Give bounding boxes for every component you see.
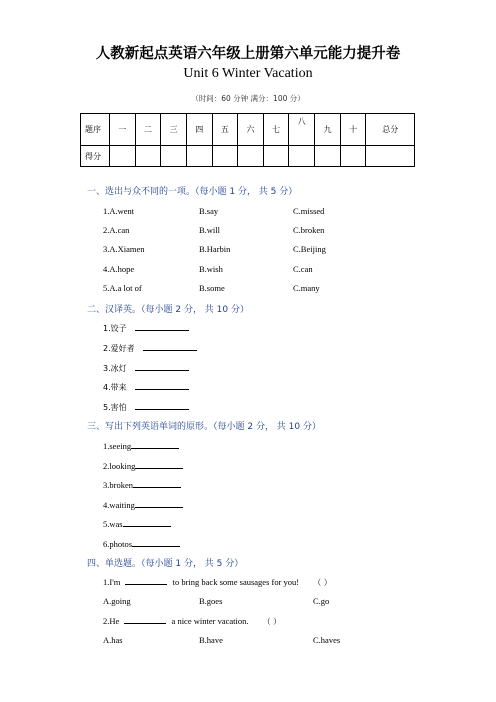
item-label: 1.seeing	[103, 441, 132, 451]
item-label: 5.害怕	[103, 403, 127, 412]
score-cell: 七	[263, 114, 289, 146]
option-c: C.many	[293, 283, 320, 293]
answer-blank[interactable]	[123, 517, 171, 527]
option-c: C.missed	[293, 206, 325, 216]
score-cell: 六	[238, 114, 264, 146]
score-input-cell[interactable]	[135, 146, 161, 167]
answer-blank[interactable]	[135, 498, 183, 508]
time-info: （时间：60 分钟 满分：100 分）	[191, 94, 305, 103]
score-cell: 九	[315, 114, 341, 146]
option-a: 3.A.Xiamen	[103, 244, 145, 254]
option-b: B.say	[199, 206, 219, 216]
stem-before: 1.I'm	[103, 577, 121, 587]
answer-blank[interactable]	[131, 439, 179, 449]
word-item	[103, 439, 179, 451]
answer-blank[interactable]	[135, 321, 189, 331]
option-b: B.will	[199, 225, 221, 235]
option-c: C.go	[313, 596, 330, 606]
score-input-cell[interactable]	[212, 146, 238, 167]
option-c: C.broken	[293, 225, 325, 235]
translate-item	[103, 341, 197, 353]
answer-blank[interactable]	[135, 400, 189, 410]
section-2-heading: 二、汉译英。（每小题 2 分， 共 10 分）	[87, 305, 249, 315]
word-item	[103, 537, 180, 549]
option-b: B.have	[199, 635, 223, 645]
answer-blank[interactable]	[143, 341, 197, 351]
score-cell: 二	[135, 114, 161, 146]
page-title: 人教新起点英语六年级上册第六单元能力提升卷	[95, 46, 401, 62]
answer-parentheses[interactable]: （ ）	[262, 617, 282, 626]
score-cell: 五	[212, 114, 238, 146]
option-a: A.has	[103, 635, 123, 645]
option-a: 2.A.can	[103, 225, 130, 235]
answer-blank[interactable]	[124, 614, 166, 624]
score-input-cell[interactable]	[110, 146, 136, 167]
stem-before: 2.He	[103, 616, 120, 626]
option-a: 4.A.hope	[103, 264, 135, 274]
option-b: B.Harbin	[199, 244, 231, 254]
stem-after: a nice winter vacation.	[171, 616, 249, 626]
score-input-cell[interactable]	[366, 146, 415, 167]
option-a: 1.A.went	[103, 206, 135, 216]
word-item	[103, 478, 181, 490]
answer-blank[interactable]	[133, 478, 181, 488]
answer-blank[interactable]	[135, 380, 189, 390]
item-label: 3.冰灯	[103, 364, 127, 373]
score-input-cell[interactable]	[289, 146, 315, 167]
score-cell: 四	[186, 114, 212, 146]
item-label: 2.爱好者	[103, 344, 135, 353]
score-cell: 得分	[81, 146, 110, 167]
item-label: 5.was	[103, 519, 123, 529]
option-c: C.Beijing	[293, 244, 326, 254]
question-stem	[103, 614, 281, 626]
option-b: B.wish	[199, 264, 223, 274]
score-cell: 三	[161, 114, 187, 146]
answer-blank[interactable]	[135, 459, 183, 469]
score-table-score-row	[81, 146, 415, 167]
score-cell: 一	[110, 114, 136, 146]
score-cell: 八	[289, 114, 315, 146]
score-cell: 总分	[366, 114, 415, 146]
item-label: 4.带来	[103, 383, 127, 392]
score-input-cell[interactable]	[161, 146, 187, 167]
score-input-cell[interactable]	[315, 146, 341, 167]
item-label: 6.photos	[103, 539, 133, 549]
answer-blank[interactable]	[125, 575, 167, 585]
stem-after: to bring back some sausages for you!	[172, 577, 300, 587]
option-a: 5.A.a lot of	[103, 283, 142, 293]
section-4-heading: 四、单选题。（每小题 1 分， 共 5 分）	[87, 559, 244, 569]
score-input-cell[interactable]	[238, 146, 264, 167]
option-c: C.haves	[313, 635, 341, 645]
option-a: A.going	[103, 596, 131, 606]
option-b: B.goes	[199, 596, 223, 606]
word-item	[103, 498, 183, 510]
option-c: C.can	[293, 264, 313, 274]
section-1-heading: 一、选出与众不同的一项。（每小题 1 分， 共 5 分）	[87, 187, 298, 197]
score-input-cell[interactable]	[263, 146, 289, 167]
score-cell: 题序	[81, 114, 110, 146]
translate-item	[103, 400, 189, 412]
option-b: B.some	[199, 283, 225, 293]
translate-item	[103, 321, 189, 333]
translate-item	[103, 380, 189, 392]
translate-item	[103, 361, 189, 373]
score-input-cell[interactable]	[186, 146, 212, 167]
word-item	[103, 517, 171, 529]
item-label: 2.looking	[103, 461, 136, 471]
item-label: 1.饺子	[103, 324, 127, 333]
score-input-cell[interactable]	[340, 146, 366, 167]
answer-parentheses[interactable]: （ ）	[313, 578, 332, 587]
item-label: 4.waiting	[103, 500, 135, 510]
score-table-header-row	[81, 114, 415, 146]
score-table	[80, 113, 415, 167]
section-3-heading: 三、写出下列英语单词的原形。（每小题 2 分， 共 10 分）	[87, 422, 321, 432]
answer-blank[interactable]	[135, 361, 189, 371]
question-stem	[103, 575, 332, 587]
page-subtitle: Unit 6 Winter Vacation	[183, 66, 313, 81]
word-item	[103, 459, 183, 471]
score-cell: 十	[340, 114, 366, 146]
item-label: 3.broken	[103, 480, 133, 490]
answer-blank[interactable]	[132, 537, 180, 547]
